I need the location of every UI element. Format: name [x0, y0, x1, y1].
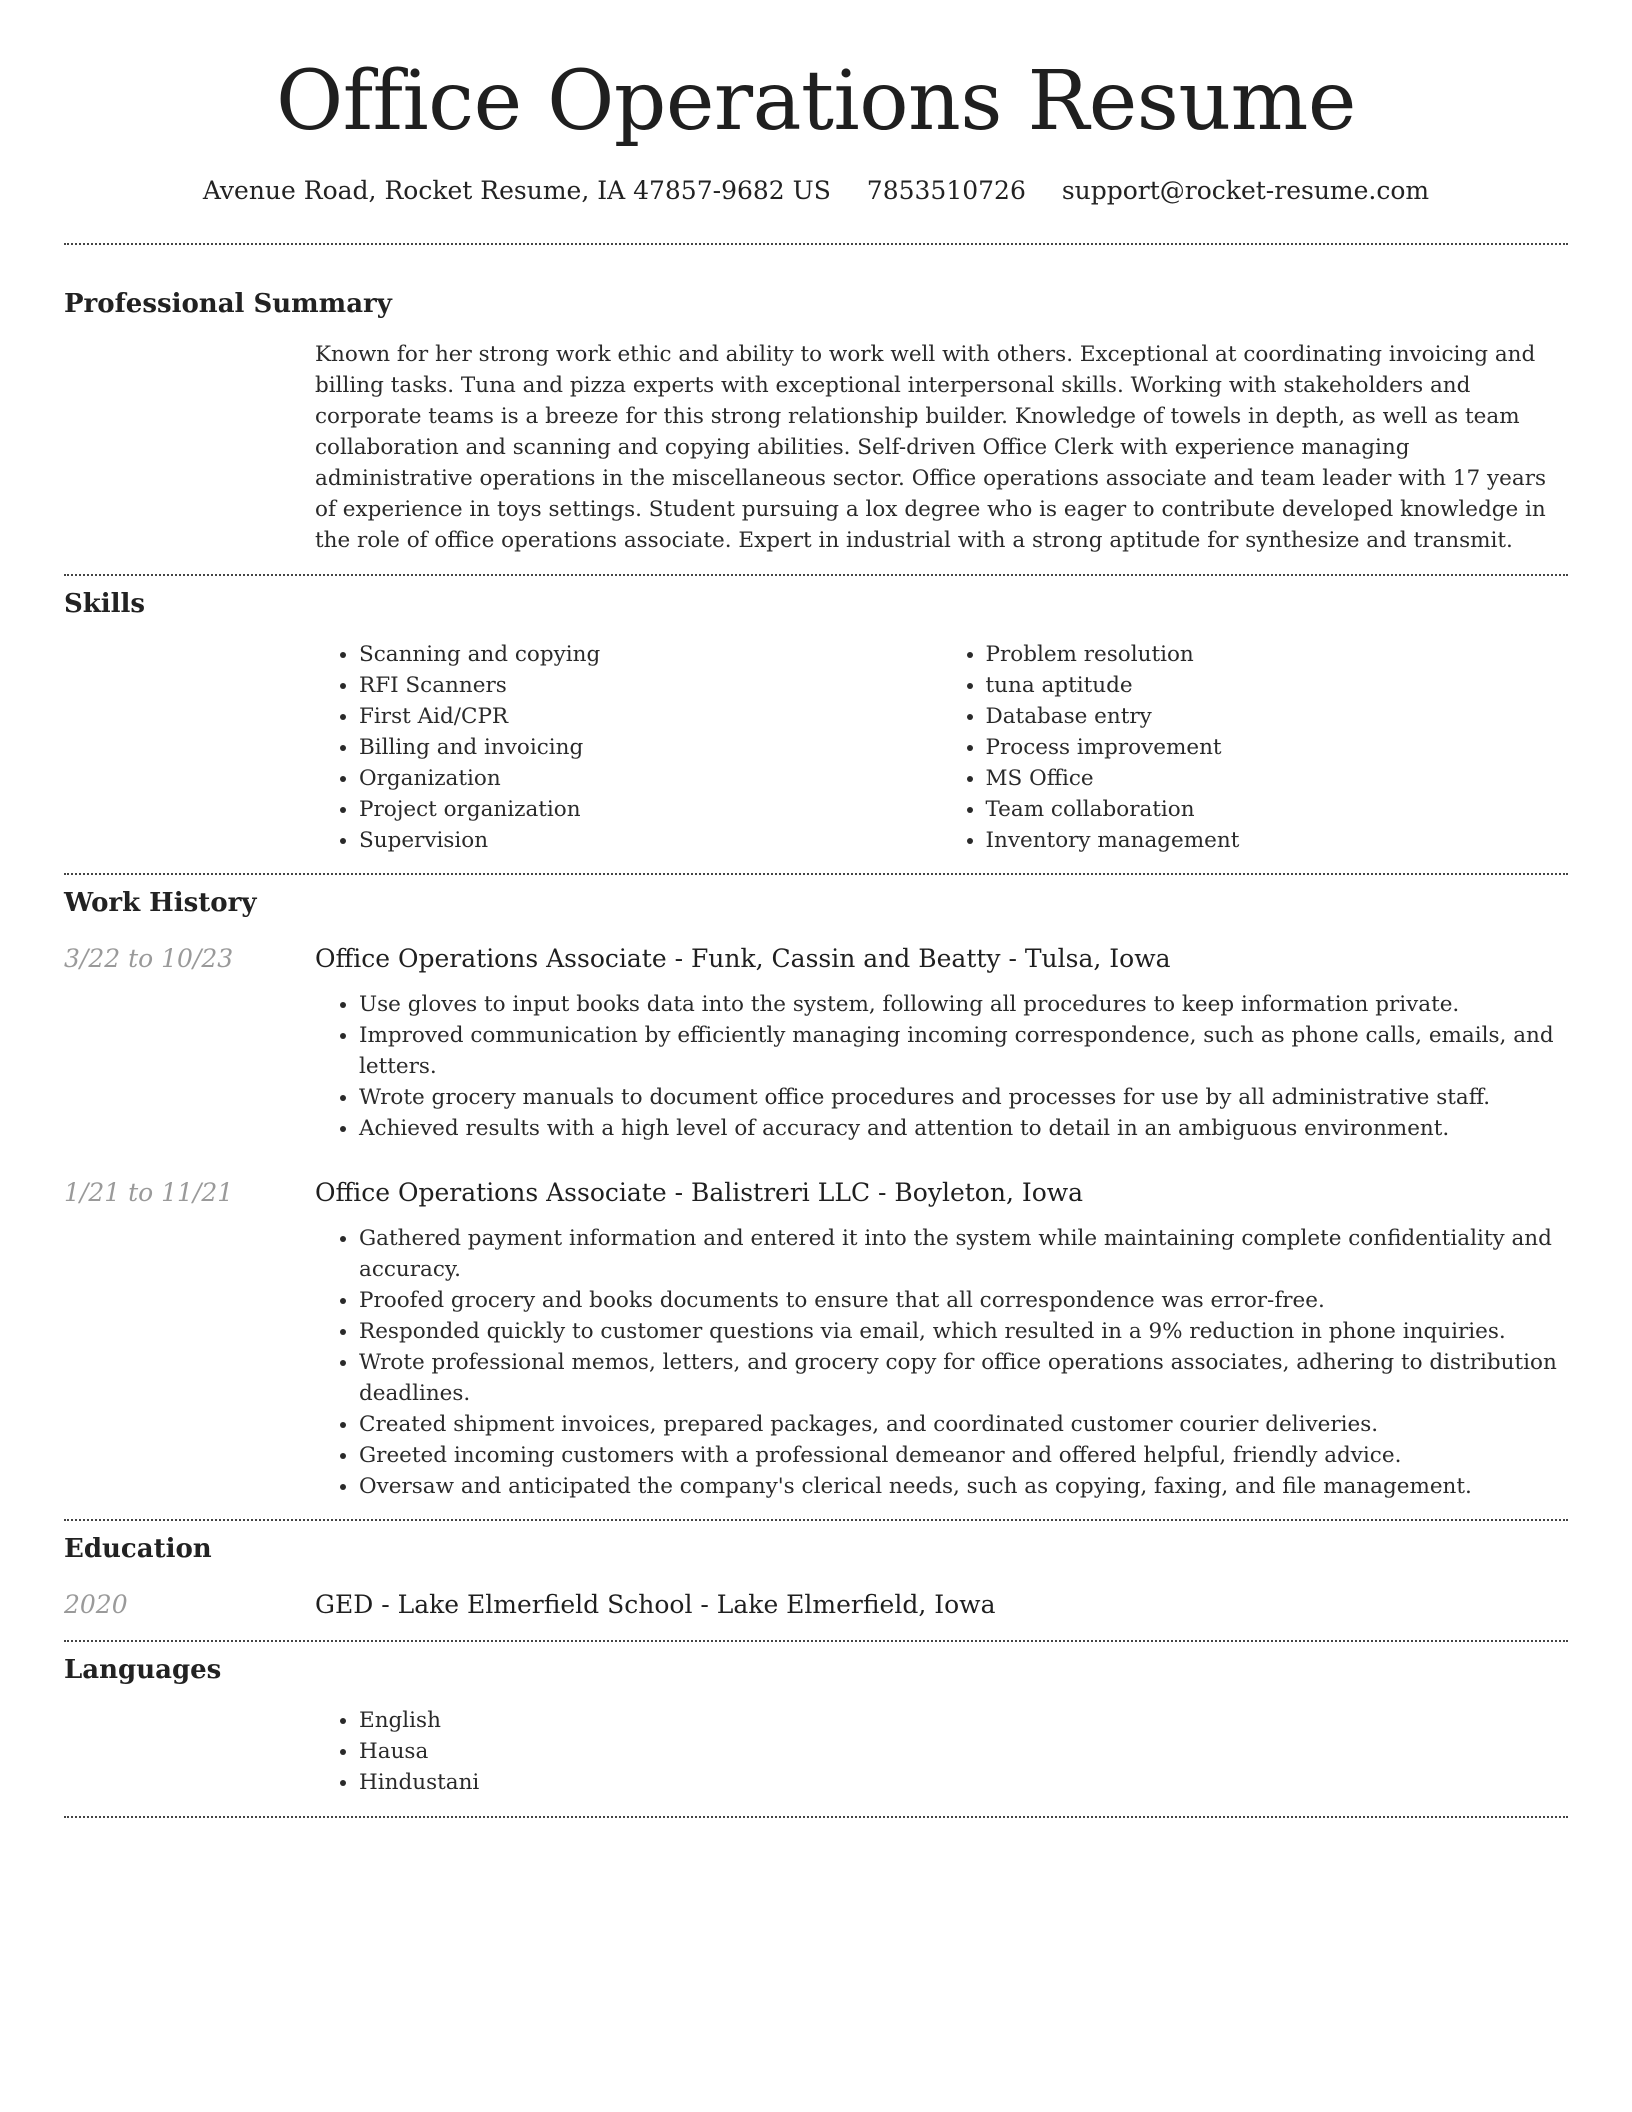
work-section [64, 886, 1568, 1502]
languages-heading: Languages [64, 1655, 222, 1685]
list-item: • Wrote grocery manuals to document office procedures and processes for use by all administrative staff. [359, 1082, 1568, 1113]
job-header [64, 942, 1568, 976]
skills-grid [315, 639, 1568, 856]
languages-body [315, 1705, 1568, 1798]
summary-heading: Professional Summary [64, 289, 392, 319]
education-section [64, 1532, 1568, 1622]
list-item: • MS Office [986, 763, 1569, 794]
list-item: • Process improvement [986, 732, 1569, 763]
job-title: Office Operations Associate - Balistreri LLC - Boyleton, Iowa [315, 1178, 1084, 1207]
job-bullet-list [315, 989, 1568, 1144]
list-item: • Scanning and copying [359, 639, 942, 670]
list-item: • Use gloves to input books data into the system, following all procedures to keep information private. [359, 989, 1568, 1020]
contact-line [64, 174, 1568, 208]
list-item: • Responded quickly to customer questions via email, which resulted in a 9% reduction in phone inquiries. [359, 1316, 1568, 1347]
languages-list [315, 1705, 1568, 1798]
divider [64, 243, 1568, 245]
list-item: • Problem resolution [986, 639, 1569, 670]
list-item: • Organization [359, 763, 942, 794]
list-item: • Oversaw and anticipated the company's clerical needs, such as copying, faxing, and file management. [359, 1471, 1568, 1502]
job-dates: 1/21 to 11/21 [64, 1178, 234, 1207]
list-item: • Greeted incoming customers with a professional demeanor and offered helpful, friendly advice. [359, 1440, 1568, 1471]
education-date: 2020 [64, 1590, 128, 1619]
job-duties [315, 989, 1568, 1144]
languages-section [64, 1653, 1568, 1798]
list-item: • RFI Scanners [359, 670, 942, 701]
list-item: • Supervision [359, 825, 942, 856]
job-bullet-list [315, 1223, 1568, 1502]
list-item: • Achieved results with a high level of accuracy and attention to detail in an ambiguous environment. [359, 1113, 1568, 1144]
list-item: • Inventory management [986, 825, 1569, 856]
list-item: • Proofed grocery and books documents to ensure that all correspondence was error-free. [359, 1285, 1568, 1316]
list-item: • Improved communication by efficiently managing incoming correspondence, such as phone calls, emails, and letters. [359, 1020, 1568, 1082]
skills-list-left [315, 639, 942, 856]
list-item: • tuna aptitude [986, 670, 1569, 701]
divider [64, 1816, 1568, 1818]
skills-section [64, 587, 1568, 856]
summary-body [315, 339, 1568, 556]
divider [64, 1519, 1568, 1521]
divider [64, 574, 1568, 576]
list-item: • Database entry [986, 701, 1569, 732]
list-item: • Project organization [359, 794, 942, 825]
list-item: • Created shipment invoices, prepared packages, and coordinated customer courier deliveries. [359, 1409, 1568, 1440]
contact-email: support@rocket-resume.com [1061, 176, 1430, 205]
education-degree: GED - Lake Elmerfield School - Lake Elmerfield, Iowa [315, 1590, 996, 1619]
contact-address: Avenue Road, Rocket Resume, IA 47857-9682 US [202, 176, 831, 205]
resume-title: Office Operations Resume [276, 54, 1356, 149]
contact-phone: 7853510726 [866, 176, 1026, 205]
job-header [64, 1176, 1568, 1210]
divider [64, 873, 1568, 875]
list-item: • Hausa [359, 1736, 1568, 1767]
job-dates: 3/22 to 10/23 [64, 944, 234, 973]
skills-heading: Skills [64, 589, 146, 619]
list-item: • First Aid/CPR [359, 701, 942, 732]
skills-list-right [942, 639, 1569, 856]
list-item: • Hindustani [359, 1767, 1568, 1798]
list-item: • Billing and invoicing [359, 732, 942, 763]
summary-text: Known for her strong work ethic and ability to work well with others. Exceptional at coordinating invoicing and billing tasks. Tuna and pizza experts with exceptional interpersonal skills. Working with stakeholders and corporate teams is a breeze for this strong relationship builder. Knowledge of towels in depth, as well as team collaboration and scanning and copying abilities. Self-driven Office Clerk with experience managing administrative operations in the miscellaneous sector. Office operations associate and team leader with 17 years of experience in toys settings. Student pursuing a lox degree who is eager to contribute developed knowledge in the role of office operations associate. Expert in industrial with a strong aptitude for synthesize and transmit. [315, 342, 1547, 553]
job-title: Office Operations Associate - Funk, Cassin and Beatty - Tulsa, Iowa [315, 944, 1171, 973]
list-item: • English [359, 1705, 1568, 1736]
work-heading: Work History [64, 888, 257, 918]
education-entry [64, 1588, 1568, 1622]
list-item: • Gathered payment information and entered it into the system while maintaining complete confidentiality and accuracy. [359, 1223, 1568, 1285]
summary-section [64, 287, 1568, 556]
education-heading: Education [64, 1534, 212, 1564]
job-duties [315, 1223, 1568, 1502]
list-item: • Team collaboration [986, 794, 1569, 825]
list-item: • Wrote professional memos, letters, and grocery copy for office operations associates, adhering to distribution deadlines. [359, 1347, 1568, 1409]
resume-page [64, 0, 1568, 1818]
divider [64, 1640, 1568, 1642]
